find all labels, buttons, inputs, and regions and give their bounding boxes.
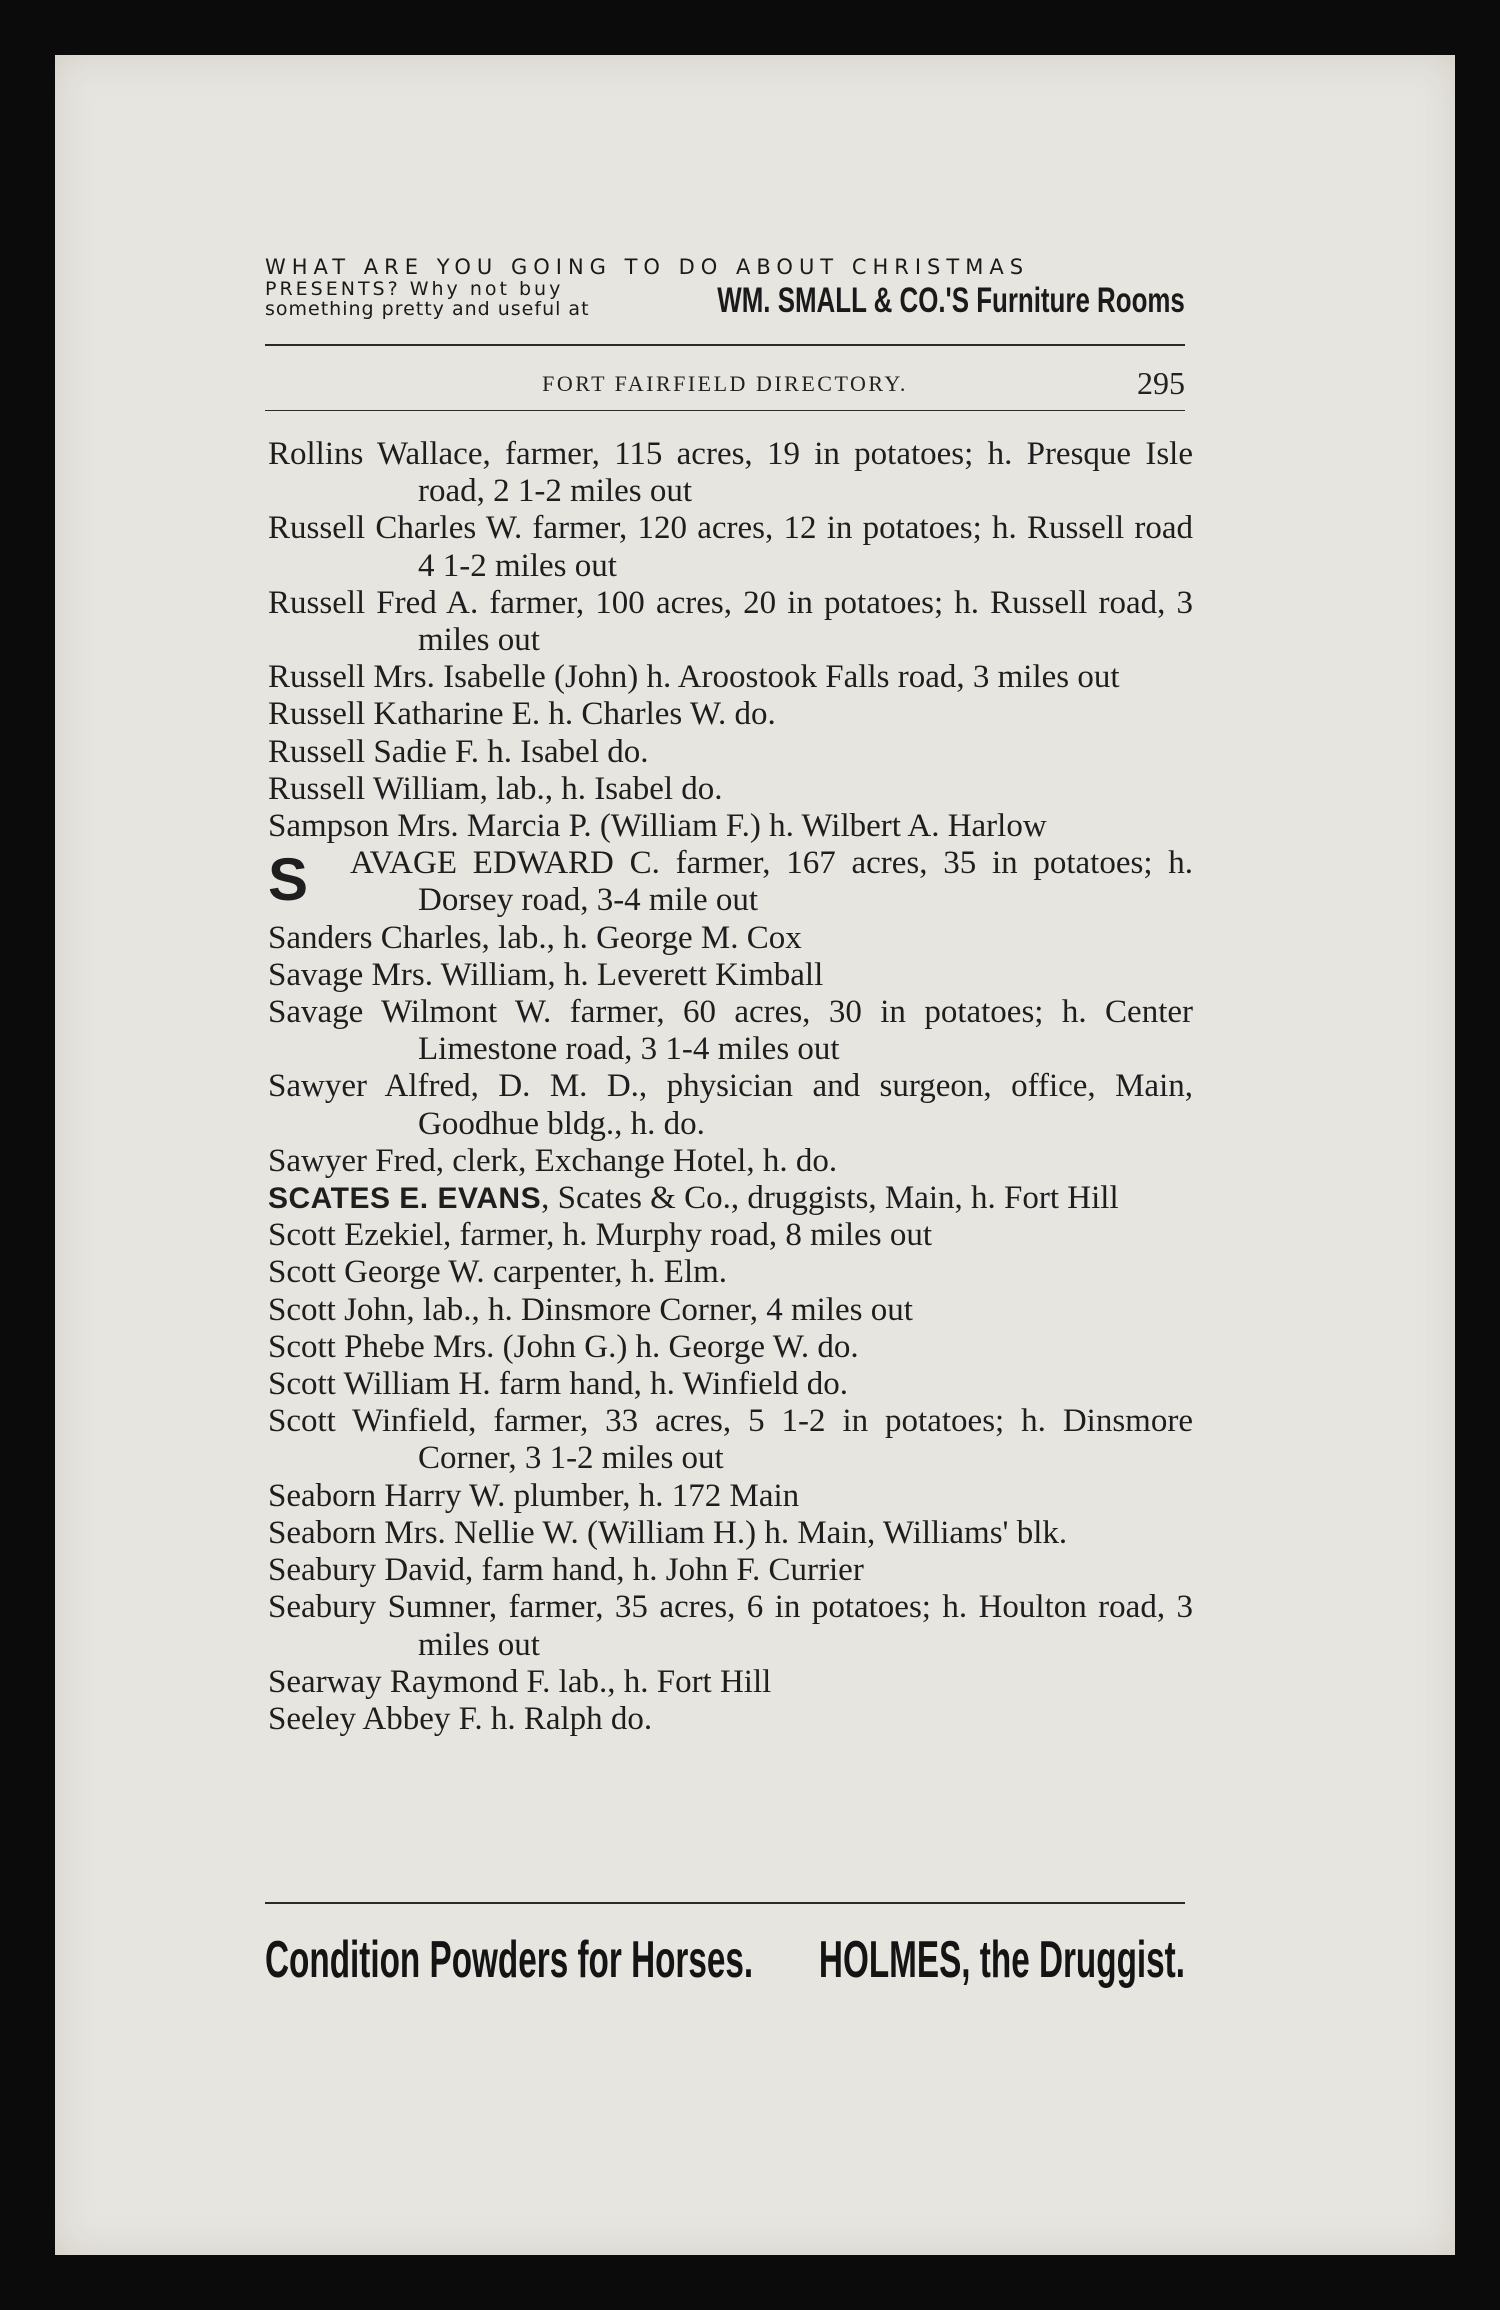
entry-text: , Scates & Co., druggists, Main, h. Fort Hill	[541, 1180, 1119, 1217]
drop-cap-letter: S	[268, 846, 309, 914]
directory-entry	[268, 845, 1193, 919]
page-title: FORT FAIRFIELD DIRECTORY.	[542, 371, 908, 396]
directory-entry: Russell Fred A. farmer, 100 acres, 20 in potatoes; h. Russell road, 3 miles out	[268, 584, 1193, 659]
directory-entry: Russell Mrs. Isabelle (John) h. Aroostook Falls road, 3 miles out	[268, 659, 1120, 696]
directory-entry: Savage Mrs. William, h. Leverett Kimball	[268, 956, 824, 993]
entry-text: AVAGE EDWARD C. farmer, 167 acres, 35 in potatoes; h. Dorsey road, 3-4 mile out	[350, 845, 1193, 919]
directory-entry: Sanders Charles, lab., h. George M. Cox	[268, 919, 802, 956]
ad-line-3: something pretty and useful at	[265, 298, 590, 320]
ad-bottom-left: Condition Powders for Horses.	[265, 1931, 754, 1989]
ad-line-1: WHAT ARE YOU GOING TO DO ABOUT CHRISTMAS	[265, 255, 1030, 279]
directory-entry: Seabury Sumner, farmer, 35 acres, 6 in potatoes; h. Houlton road, 3 miles out	[268, 1589, 1193, 1663]
directory-entry: Seaborn Harry W. plumber, h. 172 Main	[268, 1477, 800, 1514]
entry-bold-name: SCATES E. EVANS	[268, 1182, 542, 1216]
directory-entry: Scott Ezekiel, farmer, h. Murphy road, 8 miles out	[268, 1217, 933, 1254]
ad-bottom-right: HOLMES, the Druggist.	[818, 1931, 1185, 1989]
directory-entry: Savage Wilmont W. farmer, 60 acres, 30 in potatoes; h. Center Limestone road, 3 1-4 miles out	[268, 994, 1193, 1068]
top-rule	[265, 344, 1185, 346]
directory-entry: Seabury David, farm hand, h. John F. Currier	[268, 1552, 864, 1589]
ad-store-name: WM. SMALL & CO.'S Furniture Rooms	[717, 281, 1185, 320]
header-rule	[265, 410, 1185, 411]
directory-entry: Russell Sadie F. h. Isabel do.	[268, 733, 649, 770]
directory-entry: Scott Phebe Mrs. (John G.) h. George W. do.	[268, 1328, 859, 1365]
running-head	[265, 365, 1185, 405]
directory-entry: Russell William, lab., h. Isabel do.	[268, 770, 723, 807]
directory-entry: Sawyer Alfred, D. M. D., physician and surgeon, office, Main, Goodhue bldg., h. do.	[268, 1068, 1193, 1142]
directory-entry: Rollins Wallace, farmer, 115 acres, 19 in potatoes; h. Presque Isle road, 2 1-2 miles out	[268, 436, 1193, 510]
bottom-rule	[265, 1902, 1185, 1904]
directory-entry: Seaborn Mrs. Nellie W. (William H.) h. Main, Williams' blk.	[268, 1514, 1068, 1551]
page-number: 295	[1137, 365, 1185, 401]
directory-entry: Scott George W. carpenter, h. Elm.	[268, 1254, 728, 1291]
directory-entry: Russell Katharine E. h. Charles W. do.	[268, 696, 776, 733]
directory-entries	[268, 436, 1193, 1738]
directory-entry: Sampson Mrs. Marcia P. (William F.) h. Wilbert A. Harlow	[268, 808, 1047, 845]
directory-entry: Seeley Abbey F. h. Ralph do.	[268, 1700, 653, 1737]
directory-entry: Sawyer Fred, clerk, Exchange Hotel, h. do.	[268, 1142, 838, 1179]
directory-entry: Scott John, lab., h. Dinsmore Corner, 4 miles out	[268, 1291, 913, 1328]
ad-line-2: PRESENTS? Why not buy	[265, 278, 564, 300]
top-advertisement	[265, 255, 1185, 335]
directory-entry: Russell Charles W. farmer, 120 acres, 12 in potatoes; h. Russell road 4 1-2 miles out	[268, 510, 1193, 584]
bottom-advertisement	[265, 1930, 1185, 1990]
directory-entry: Searway Raymond F. lab., h. Fort Hill	[268, 1663, 772, 1700]
directory-entry	[268, 1180, 1193, 1217]
directory-entry: Scott William H. farm hand, h. Winfield do.	[268, 1366, 848, 1403]
directory-entry: Scott Winfield, farmer, 33 acres, 5 1-2 in potatoes; h. Dinsmore Corner, 3 1-2 miles out	[268, 1403, 1193, 1477]
